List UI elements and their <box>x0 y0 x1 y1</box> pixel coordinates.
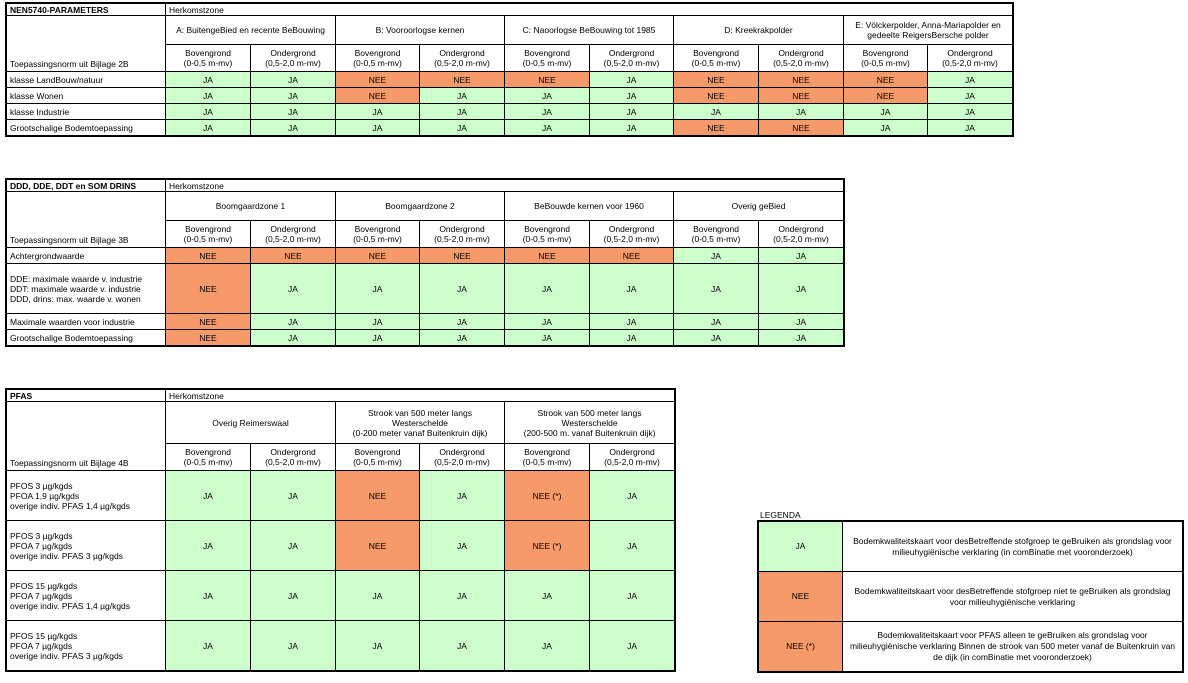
zone-header: Overig geBied <box>674 192 844 221</box>
sub-header-label: Bovengrond <box>524 447 570 457</box>
ondergrond-header <box>420 45 505 72</box>
status-cell: JA <box>420 521 505 571</box>
status-cell: JA <box>420 314 505 330</box>
row-label-line: PFOS 15 µg/kgds <box>10 580 78 591</box>
row-label-line: overige indiv. PFAS 1,4 µg/kgds <box>10 500 131 511</box>
table-row <box>7 248 844 264</box>
sub-header-label: Ondergrond <box>947 48 993 58</box>
row-label-line: PFOS 3 µg/kgds <box>10 530 73 541</box>
bovengrond-header <box>674 221 759 248</box>
status-cell: JA <box>420 264 505 314</box>
status-cell: NEE (*) <box>505 471 590 521</box>
status-cell: JA <box>420 104 505 120</box>
sub-header-range: (0,5-2,0 m-mv) <box>604 457 660 467</box>
row-label-line: overige indiv. PFAS 3 µg/kgds <box>10 650 123 661</box>
status-cell: JA <box>505 104 590 120</box>
status-cell: JA <box>166 88 251 104</box>
status-cell: NEE <box>759 120 844 136</box>
status-cell: JA <box>336 621 420 671</box>
zone-header-line: (0-200 meter vanaf Buitenkruin dijk) <box>352 427 488 438</box>
zone-header: D: Kreekrakpolder <box>674 16 844 45</box>
toepassingsnorm-label: Toepassingsnorm uit Bijlage 3B <box>7 192 166 248</box>
herkomstzone-label: Herkomstzone <box>166 180 844 192</box>
table-row <box>7 104 1013 120</box>
zone-header-line: (200-500 m. vanaf Buitenkruin dijk) <box>523 427 656 438</box>
status-cell: NEE <box>505 72 590 88</box>
zone-header: Boomgaardzone 2 <box>336 192 505 221</box>
status-cell: NEE <box>336 521 420 571</box>
table-row <box>7 88 1013 104</box>
status-cell: NEE <box>166 264 251 314</box>
table-row <box>7 72 1013 88</box>
zone-header-line: Strook van 500 meter langs <box>537 407 642 418</box>
status-cell: JA <box>590 120 674 136</box>
status-cell: JA <box>590 88 674 104</box>
sub-header-range: (0,5-2,0 m-mv) <box>603 234 660 244</box>
table-row <box>7 120 1013 136</box>
bovengrond-header <box>166 444 251 471</box>
ondergrond-header <box>251 221 336 248</box>
sub-header-range: (0-0,5 m-mv) <box>353 234 402 244</box>
status-cell: NEE <box>336 248 420 264</box>
status-cell: JA <box>420 330 505 346</box>
zone-header-line: Westerschelde <box>561 417 618 428</box>
status-cell: JA <box>674 314 759 330</box>
status-cell: JA <box>505 621 590 671</box>
legend-text: Bodemkwaliteitskaart voor desBetreffende stofgroep te geBruiken als grondslag voor milieuhygiënische verklaring (in comBinatie met vooronderzoek) <box>843 522 1183 572</box>
status-cell: NEE <box>674 120 759 136</box>
status-cell: NEE <box>166 314 251 330</box>
row-label: Maximale waarden voor industrie <box>7 314 166 330</box>
zone-header-line: Westerschelde <box>391 417 449 428</box>
status-cell: JA <box>251 330 336 346</box>
status-cell: NEE <box>590 248 674 264</box>
row-label-line: overige indiv. PFAS 3 µg/kgds <box>10 550 123 561</box>
row-label-line: overige indiv. PFAS 1,4 µg/kgds <box>10 600 131 611</box>
row-label-line: PFOS 3 µg/kgds <box>10 480 73 491</box>
sub-header-range: (0-0,5 m-mv) <box>691 234 741 244</box>
sub-header-label: Bovengrond <box>354 224 401 234</box>
legend-title: LEGENDA <box>760 510 801 520</box>
pfas-table <box>6 389 675 671</box>
table-row <box>7 314 844 330</box>
status-cell: JA <box>251 88 336 104</box>
herkomstzone-label: Herkomstzone <box>166 4 1013 16</box>
bovengrond-header <box>166 221 251 248</box>
status-cell: JA <box>420 571 505 621</box>
zone-header: A: BuitengeBied en recente BeBouwing <box>166 16 336 45</box>
ddd-dde-ddt-table <box>6 179 844 346</box>
status-cell: JA <box>251 471 336 521</box>
row-label-line: DDE: maximale waarde v. industrie <box>10 273 143 284</box>
sub-header-label: Bovengrond <box>354 447 401 457</box>
ondergrond-header <box>251 444 336 471</box>
status-cell: JA <box>590 471 675 521</box>
sub-header-range: (0-0,5 m-mv) <box>522 234 572 244</box>
status-cell: NEE <box>251 248 336 264</box>
legend-table <box>758 521 1183 672</box>
status-cell: JA <box>251 521 336 571</box>
ondergrond-header <box>420 221 505 248</box>
sub-header-range: (0,5-2,0 m-mv) <box>773 234 829 244</box>
sub-header-range: (0,5-2,0 m-mv) <box>603 58 660 68</box>
status-cell: JA <box>759 104 844 120</box>
row-label-line: DDD, drins: max. waarde v. wonen <box>10 293 141 304</box>
status-cell: JA <box>166 571 251 621</box>
status-cell: JA <box>505 264 590 314</box>
sub-header-range: (0,5-2,0 m-mv) <box>942 58 998 68</box>
table-row <box>7 521 675 571</box>
table-title: DDD, DDE, DDT en SOM DRINS <box>7 180 166 192</box>
status-cell: JA <box>166 521 251 571</box>
status-cell: JA <box>844 104 928 120</box>
status-cell: JA <box>590 314 674 330</box>
status-cell: JA <box>420 621 505 671</box>
status-cell: JA <box>336 330 420 346</box>
ondergrond-header <box>759 221 844 248</box>
row-label-line: PFOA 1,9 µg/kgds <box>10 490 80 501</box>
sub-header-range: (0,5-2,0 m-mv) <box>265 234 321 244</box>
status-cell: JA <box>590 571 675 621</box>
ondergrond-header <box>590 45 674 72</box>
sub-header-range: (0-0,5 m-mv) <box>183 457 233 467</box>
status-cell: JA <box>590 330 674 346</box>
status-cell: JA <box>166 104 251 120</box>
status-cell: JA <box>166 471 251 521</box>
row-label: klasse Wonen <box>7 88 166 104</box>
sub-header-range: (0,5-2,0 m-mv) <box>265 457 321 467</box>
status-cell: JA <box>251 72 336 88</box>
legend-text: Bodemkwaliteitskaart voor PFAS alleen te geBruiken als grondslag voor milieuhygiënische verklaring Binnen de strook van 500 meter vanaf de Buitenkruin van de dijk (in comBinatie met vooronderzoek) <box>843 622 1183 672</box>
nen5740-table <box>6 3 1013 136</box>
row-label <box>7 264 166 314</box>
zone-header: BeBouwde kernen voor 1960 <box>505 192 674 221</box>
status-cell: NEE <box>844 72 928 88</box>
status-cell: JA <box>336 120 420 136</box>
sub-header-label: Bovengrond <box>185 48 231 58</box>
zone-header: Boomgaardzone 1 <box>166 192 336 221</box>
sub-header-label: Ondergrond <box>270 447 316 457</box>
sub-header-range: (0-0,5 m-mv) <box>353 457 402 467</box>
sub-header-range: (0,5-2,0 m-mv) <box>434 58 490 68</box>
status-cell: JA <box>251 621 336 671</box>
status-cell: JA <box>420 88 505 104</box>
sub-header-range: (0,5-2,0 m-mv) <box>434 457 490 467</box>
status-cell: JA <box>505 330 590 346</box>
status-cell: JA <box>928 120 1013 136</box>
sub-header-range: (0,5-2,0 m-mv) <box>434 234 490 244</box>
status-cell: NEE <box>166 330 251 346</box>
legend-row <box>759 522 1183 572</box>
sub-header-range: (0-0,5 m-mv) <box>861 58 910 68</box>
row-label: Achtergrondwaarde <box>7 248 166 264</box>
sub-header-label: Bovengrond <box>693 224 739 234</box>
row-label-line: PFOA 7 µg/kgds <box>10 540 73 551</box>
status-cell: JA <box>251 120 336 136</box>
status-cell: JA <box>336 264 420 314</box>
status-cell: JA <box>590 621 675 671</box>
status-cell: NEE <box>420 248 505 264</box>
table-row <box>7 621 675 671</box>
sub-header-range: (0-0,5 m-mv) <box>183 58 233 68</box>
row-label-line: PFOA 7 µg/kgds <box>10 590 73 601</box>
row-label: klasse LandBouw/natuur <box>7 72 166 88</box>
sub-header-label: Bovengrond <box>862 48 909 58</box>
status-cell: JA <box>928 72 1013 88</box>
status-cell: JA <box>251 571 336 621</box>
status-cell: JA <box>759 330 844 346</box>
sub-header-label: Bovengrond <box>354 48 401 58</box>
status-cell: JA <box>928 88 1013 104</box>
status-cell: JA <box>590 264 674 314</box>
status-cell: JA <box>590 521 675 571</box>
row-label-line: PFOA 7 µg/kgds <box>10 640 73 651</box>
status-cell: JA <box>420 471 505 521</box>
zone-header <box>166 402 336 444</box>
status-cell: JA <box>166 72 251 88</box>
status-cell: JA <box>166 120 251 136</box>
status-cell: JA <box>674 104 759 120</box>
bovengrond-header <box>505 221 590 248</box>
status-cell: NEE <box>674 88 759 104</box>
sub-header-label: Bovengrond <box>185 224 231 234</box>
status-cell: JA <box>251 104 336 120</box>
ondergrond-header <box>590 221 674 248</box>
legend-row <box>759 572 1183 622</box>
row-label: klasse Industrie <box>7 104 166 120</box>
status-cell: JA <box>336 571 420 621</box>
status-cell: JA <box>844 120 928 136</box>
status-cell: JA <box>336 104 420 120</box>
sub-header-range: (0-0,5 m-mv) <box>522 58 572 68</box>
status-cell: JA <box>674 248 759 264</box>
sub-header-label: Ondergrond <box>608 224 655 234</box>
status-cell: JA <box>759 314 844 330</box>
sub-header-label: Bovengrond <box>693 48 739 58</box>
table-row <box>7 264 844 314</box>
ondergrond-header <box>590 444 675 471</box>
row-label-line: PFOS 15 µg/kgds <box>10 630 78 641</box>
status-cell: NEE <box>505 248 590 264</box>
table-body <box>7 72 1013 136</box>
sub-header-range: (0-0,5 m-mv) <box>183 234 233 244</box>
ondergrond-header <box>928 45 1013 72</box>
ondergrond-header <box>759 45 844 72</box>
sub-header-label: Ondergrond <box>439 224 485 234</box>
status-cell: NEE <box>420 72 505 88</box>
toepassingsnorm-label: Toepassingsnorm uit Bijlage 2B <box>7 16 166 72</box>
table-row <box>7 330 844 346</box>
status-cell: NEE <box>759 72 844 88</box>
legend-key-ja: JA <box>759 522 843 572</box>
zone-header <box>505 402 675 444</box>
sub-header-label: Ondergrond <box>608 48 655 58</box>
sub-header-label: Ondergrond <box>778 224 824 234</box>
legend-row <box>759 622 1183 672</box>
bovengrond-header <box>336 45 420 72</box>
status-cell: JA <box>166 621 251 671</box>
status-cell: JA <box>251 264 336 314</box>
status-cell: JA <box>505 314 590 330</box>
status-cell: NEE <box>166 248 251 264</box>
table-row <box>7 471 675 521</box>
sub-header-label: Ondergrond <box>609 447 655 457</box>
status-cell: NEE <box>759 88 844 104</box>
status-cell: JA <box>928 104 1013 120</box>
status-cell: JA <box>505 120 590 136</box>
status-cell: JA <box>759 248 844 264</box>
status-cell: JA <box>505 571 590 621</box>
legend-key-nee-star: NEE (*) <box>759 622 843 672</box>
zone-header: C: Naoorlogse BeBouwing tot 1985 <box>505 16 674 45</box>
sub-header-label: Bovengrond <box>524 48 570 58</box>
row-label <box>7 471 166 521</box>
bovengrond-header <box>674 45 759 72</box>
ondergrond-header <box>251 45 336 72</box>
sub-header-label: Ondergrond <box>439 447 485 457</box>
row-label-line: DDT: maximale waarde v. industrie <box>10 283 141 294</box>
zone-header <box>336 402 505 444</box>
sub-header-range: (0,5-2,0 m-mv) <box>265 58 321 68</box>
status-cell: NEE <box>674 72 759 88</box>
status-cell: JA <box>420 120 505 136</box>
sub-header-label: Bovengrond <box>524 224 570 234</box>
table-title: PFAS <box>7 390 166 402</box>
status-cell: JA <box>590 72 674 88</box>
sub-header-range: (0-0,5 m-mv) <box>522 457 572 467</box>
row-label <box>7 571 166 621</box>
zone-header: E: Völckerpolder, Anna-Mariapolder en gedeelte ReigersBersche polder <box>844 16 1013 45</box>
legend-text: Bodemkwaliteitskaart voor desBetreffende stofgroep niet te geBruiken als grondslag voor milieuhygiënische verklaring <box>843 572 1183 622</box>
zone-header: B: Vooroorlogse kernen <box>336 16 505 45</box>
sub-header-label: Ondergrond <box>439 48 485 58</box>
sub-header-label: Ondergrond <box>270 224 316 234</box>
sub-header-range: (0,5-2,0 m-mv) <box>773 58 829 68</box>
bovengrond-header <box>166 45 251 72</box>
bovengrond-header <box>336 221 420 248</box>
status-cell: JA <box>674 264 759 314</box>
bovengrond-header <box>844 45 928 72</box>
bovengrond-header <box>505 45 590 72</box>
zone-header-line: Overig Reimerswaal <box>212 417 289 428</box>
sub-header-range: (0-0,5 m-mv) <box>691 58 741 68</box>
table-title: NEN5740-PARAMETERS <box>7 4 166 16</box>
status-cell: NEE <box>336 88 420 104</box>
sub-header-range: (0-0,5 m-mv) <box>353 58 402 68</box>
status-cell: JA <box>336 314 420 330</box>
legend-key-nee: NEE <box>759 572 843 622</box>
status-cell: JA <box>251 314 336 330</box>
table-body <box>7 471 675 671</box>
row-label: Grootschalige Bodemtoepassing <box>7 330 166 346</box>
toepassingsnorm-label: Toepassingsnorm uit Bijlage 4B <box>7 402 166 471</box>
row-label: Grootschalige Bodemtoepassing <box>7 120 166 136</box>
status-cell: JA <box>505 88 590 104</box>
status-cell: NEE <box>844 88 928 104</box>
herkomstzone-label: Herkomstzone <box>166 390 675 402</box>
sub-header-label: Bovengrond <box>185 447 231 457</box>
status-cell: NEE <box>336 471 420 521</box>
sub-header-label: Ondergrond <box>270 48 316 58</box>
sub-header-label: Ondergrond <box>778 48 824 58</box>
status-cell: JA <box>674 330 759 346</box>
table-body <box>7 248 844 346</box>
status-cell: NEE <box>336 72 420 88</box>
ondergrond-header <box>420 444 505 471</box>
table-row <box>7 571 675 621</box>
zone-header-line: Strook van 500 meter langs <box>368 407 472 418</box>
row-label <box>7 521 166 571</box>
bovengrond-header <box>505 444 590 471</box>
status-cell: NEE (*) <box>505 521 590 571</box>
status-cell: JA <box>759 264 844 314</box>
status-cell: JA <box>590 104 674 120</box>
row-label <box>7 621 166 671</box>
bovengrond-header <box>336 444 420 471</box>
